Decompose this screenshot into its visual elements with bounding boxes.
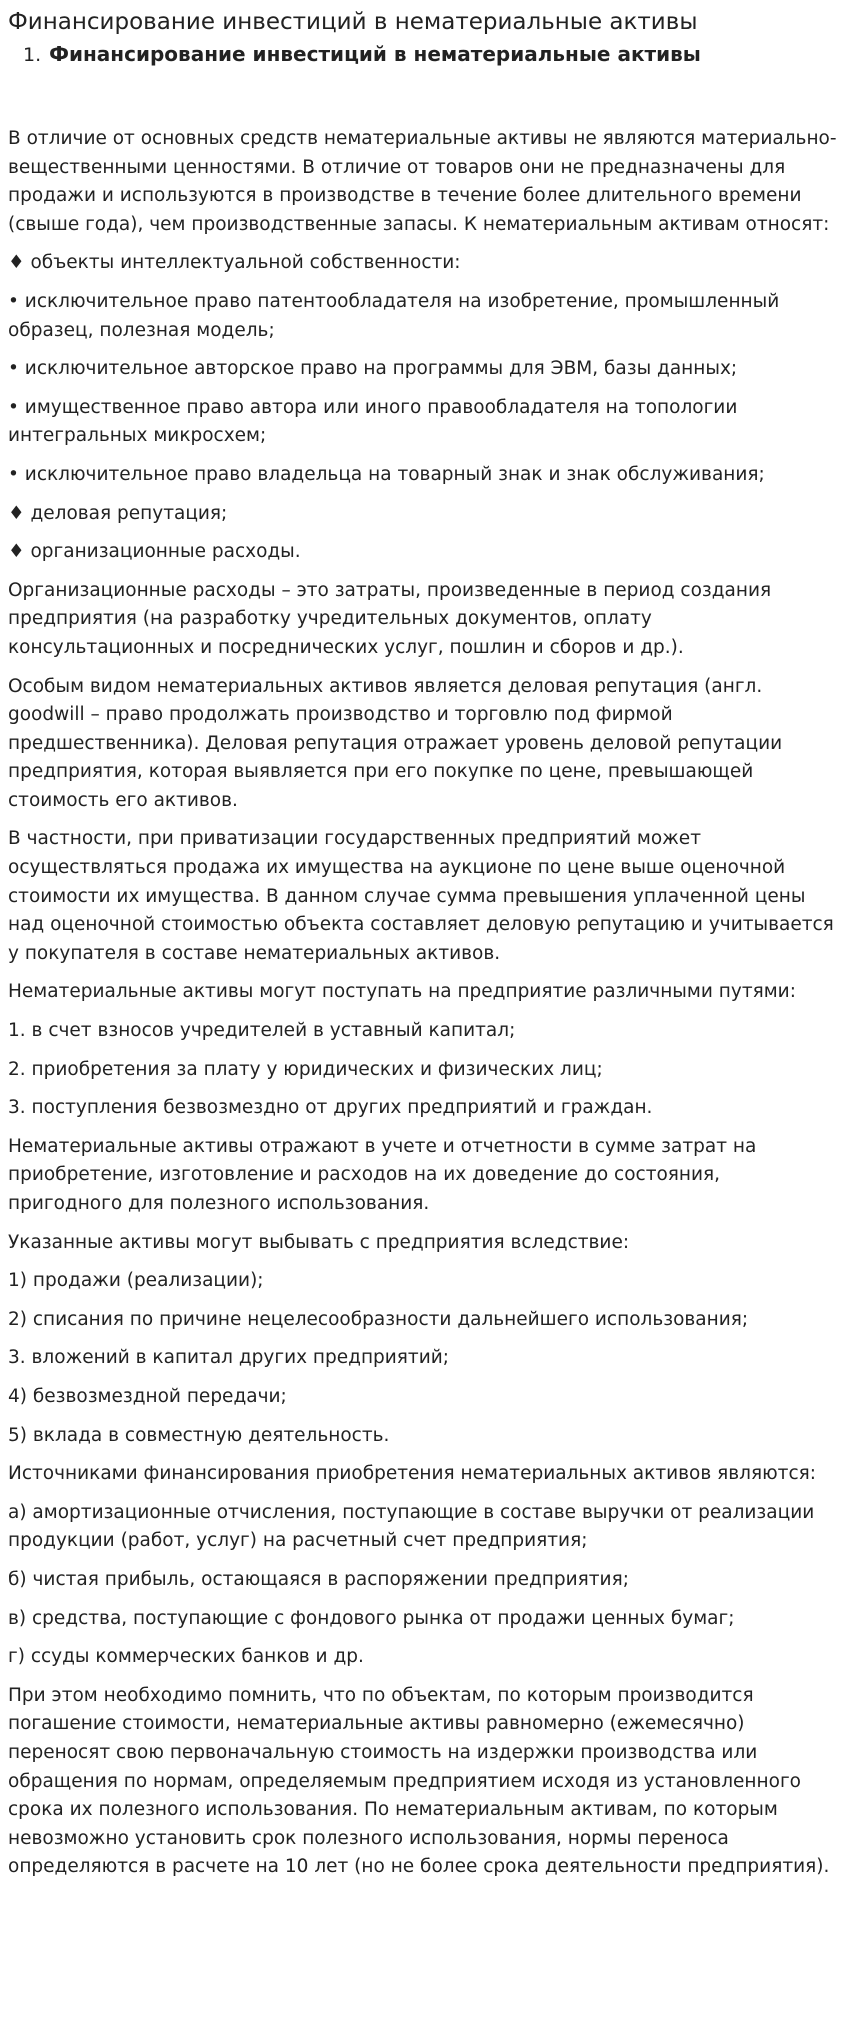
list-item: 2. приобретения за плату у юридических и физических лиц; xyxy=(8,1058,603,1080)
list-item: б) чистая прибыль, остающаяся в распоряжении предприятия; xyxy=(8,1568,629,1590)
paragraph: Нематериальные активы могут поступать на предприятие различными путями: xyxy=(8,981,796,1003)
list-item: 1) продажи (реализации); xyxy=(8,1270,264,1292)
section-heading-text: Финансирование инвестиций в нематериальные активы xyxy=(49,42,701,66)
list-item: в) средства, поступающие с фондового рынка от продажи ценных бумаг; xyxy=(8,1607,735,1629)
list-item: а) амортизационные отчисления, поступающие в составе выручки от реализации продукции (работ, услуг) на расчетный счет предприятия; xyxy=(8,1501,815,1552)
paragraph: Организационные расходы – это затраты, произведенные в период создания предприятия (на разработку учредительных документов, оплату консультационных и посреднических услуг, пошлин и сборов и др.). xyxy=(8,579,772,658)
paragraph: В частности, при приватизации государственных предприятий может осуществляться продажа их имущества на аукционе по цене выше оценочной стоимости их имущества. В данном случае сумма превышения уплаченной цены над оценочной стоимостью объекта составляет деловую репутацию и учитывается у покупателя в составе нематериальных активов. xyxy=(8,828,834,964)
page-title: Финансирование инвестиций в нематериальные активы xyxy=(8,9,698,35)
list-item: 2) списания по причине нецелесообразности дальнейшего использования; xyxy=(8,1308,749,1330)
list-item: ♦ организационные расходы. xyxy=(8,541,301,563)
section-heading xyxy=(8,40,839,69)
list-item: ♦ объекты интеллектуальной собственности: xyxy=(8,252,461,274)
list-item: 5) вклада в совместную деятельность. xyxy=(8,1424,390,1446)
list-item: 3. поступления безвозмездно от других предприятий и граждан. xyxy=(8,1097,653,1119)
list-item: 1. в счет взносов учредителей в уставный капитал; xyxy=(8,1020,516,1042)
list-item: • исключительное право владельца на товарный знак и знак обслуживания; xyxy=(8,463,765,485)
paragraph: В отличие от основных средств нематериальные активы не являются материально-вещественными ценностями. В отличие от товаров они не предназначены для продажи и используются в производстве в течение более длительного времени (свыше года), чем производственные запасы. К нематериальным активам относят: xyxy=(8,128,837,235)
list-item: • исключительное авторское право на программы для ЭВМ, базы данных; xyxy=(8,358,738,380)
paragraph: Особым видом нематериальных активов является деловая репутация (англ. goodwill – право продолжать производство и торговлю под фирмой предшественника). Деловая репутация отражает уровень деловой репутации предприятия, которая выявляется при его покупке по цене, превышающей стоимость его активов. xyxy=(8,675,783,811)
paragraph: При этом необходимо помнить, что по объектам, по которым производится погашение стоимости, нематериальные активы равномерно (ежемесячно) переносят свою первоначальную стоимость на издержки производства или обращения по нормам, определяемым предприятием исходя из установленного срока их полезного использования. По нематериальным активам, по которым невозможно установить срок полезного использования, нормы переноса определяются в расчете на 10 лет (но не более срока деятельности предприятия). xyxy=(8,1684,830,1878)
paragraph: Источниками финансирования приобретения нематериальных активов являются: xyxy=(8,1463,816,1485)
list-item: • имущественное право автора или иного правообладателя на топологии интегральных микросхем; xyxy=(8,396,738,447)
list-item: г) ссуды коммерческих банков и др. xyxy=(8,1646,364,1668)
paragraph: Указанные активы могут выбывать с предприятия вследствие: xyxy=(8,1231,630,1253)
list-item: 3. вложений в капитал других предприятий; xyxy=(8,1347,449,1369)
list-item: • исключительное право патентообладателя на изобретение, промышленный образец, полезная модель; xyxy=(8,290,780,341)
list-item: ♦ деловая репутация; xyxy=(8,502,228,524)
document-body xyxy=(8,125,839,1882)
list-item: 4) безвозмездной передачи; xyxy=(8,1385,287,1407)
paragraph: Нематериальные активы отражают в учете и отчетности в сумме затрат на приобретение, изготовление и расходов на их доведение до состояния, пригодного для полезного использования. xyxy=(8,1135,757,1214)
section-heading-number: 1. xyxy=(23,44,42,66)
